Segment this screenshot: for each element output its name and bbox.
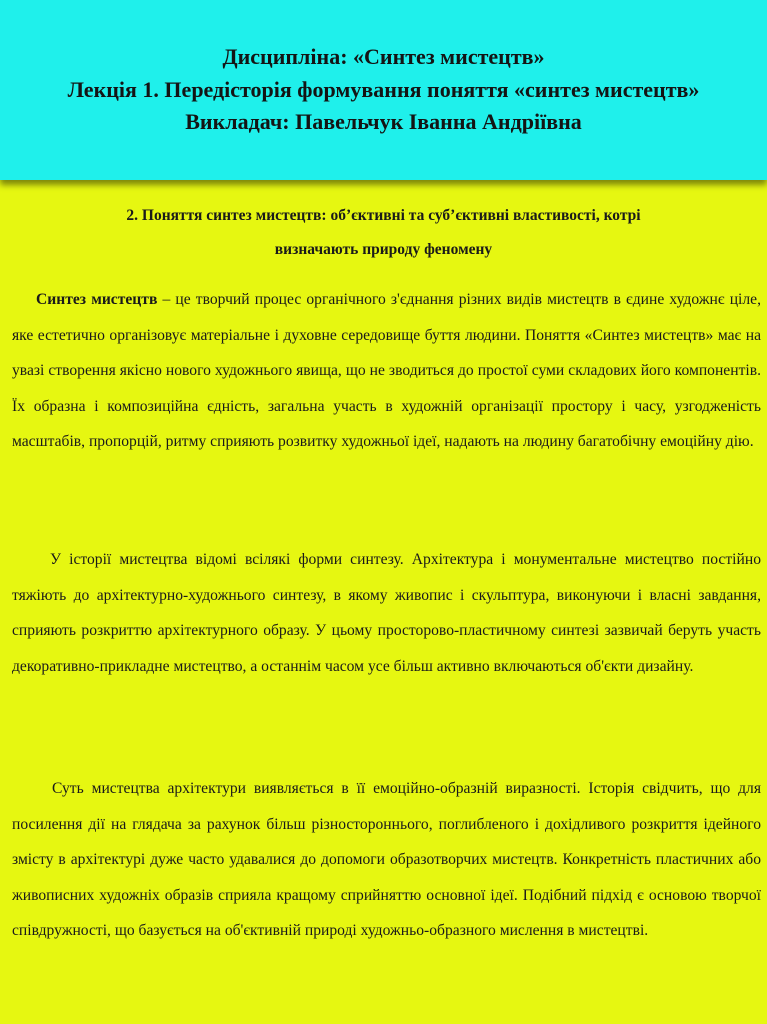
paragraph-1-term: Синтез мистецтв — [36, 291, 158, 308]
slide-header — [0, 0, 767, 180]
paragraph-1 — [12, 282, 761, 460]
lecture-title: Лекція 1. Передісторія формування поняття «синтез мистецтв» — [67, 77, 700, 102]
paragraph-3: Суть мистецтва архітектури виявляється в її емоційно-образній виразності. Історія свідчить, що для посилення дії на глядача за рахунок більш різностороннього, поглибленого і дохідливого розкриття ідейного змісту в архітектурі дуже часто удавалися до допомоги образотворчих мистецтв. Конкретність пластичних або живописних художніх образів сприяла кращому сприйняттю основної ідеї. Подібний підхід є основою творчої співдружності, що базується на об'єктивній природі художньо-образного мислення в мистецтві. — [12, 780, 761, 940]
paragraph-1-text: – це творчий процес органічного з'єднання різних видів мистецтв в єдине художнє ціле, яке естетично організовує матеріальне і духовне середовище буття людини. Поняття «Синтез мистецтв» має на увазі створення якісно нового художнього явища, що не зводиться до простої суми складових його компонентів. Їх образна і композиційна єдність, загальна участь в художній організації простору і часу, узгодженість масштабів, пропорцій, ритму сприяють розвитку художньої ідеї, надають на людину багатобічну емоційну дію. — [12, 291, 761, 451]
paragraph-2: У історії мистецтва відомі всілякі форми синтезу. Архітектура і монументальне мистецтво постійно тяжіють до архітектурно-художнього синтезу, в якому живопис і скульптура, виконуючи і власні завдання, сприяють розкриттю архітектурного образу. У цьому просторово-пластичному синтезі зазвичай беруть участь декоративно-прикладне мистецтво, а останнім часом усе більш активно включаються об'єкти дизайну. — [12, 551, 761, 675]
section-title-line-2: визначають природу феномену — [274, 241, 493, 258]
slide-body — [0, 180, 767, 1024]
lecturer-name: Викладач: Павельчук Іванна Андріївна — [185, 109, 582, 134]
section-title-line-1: 2. Поняття синтез мистецтв: об’єктивні та суб’єктивні властивості, котрі — [126, 207, 641, 224]
discipline-title: Дисципліна: «Синтез мистецтв» — [222, 44, 545, 69]
